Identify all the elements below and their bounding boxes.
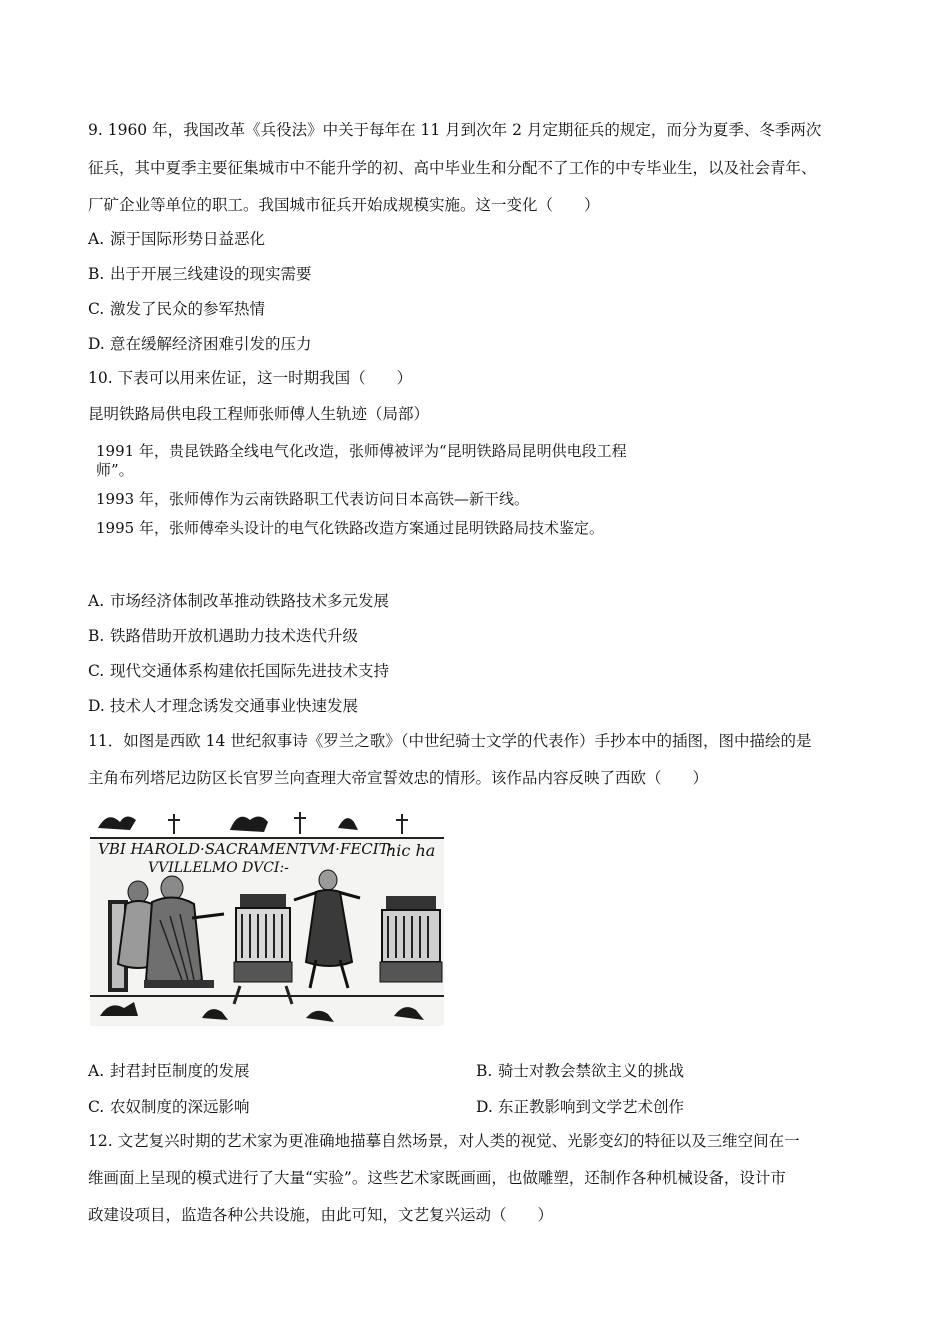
- option-key: A.: [88, 592, 105, 610]
- option-text: 技术人才理念诱发交通事业快速发展: [110, 697, 359, 715]
- option-text: 骑士对教会禁欲主义的挑战: [498, 1062, 685, 1080]
- option-text: 铁路借助开放机遇助力技术迭代升级: [110, 627, 359, 645]
- option-text: 出于开展三线建设的现实需要: [110, 265, 312, 283]
- option-key: A.: [88, 1062, 105, 1080]
- q10-row-1995: 1995 年，张师傅牵头设计的电气化铁路改造方案通过昆明铁路局技术鉴定。: [96, 519, 604, 537]
- q12-stem-line-3: 政建设项目，监造各种公共设施，由此可知，文艺复兴运动（ ）: [88, 1206, 554, 1224]
- inscription-line-1b: hic ha: [386, 841, 436, 860]
- tapestry-illustration: [90, 800, 444, 1026]
- option-key: A.: [88, 230, 105, 248]
- q10-option-a: [88, 591, 389, 611]
- inscription-line-2: VVILLELMO DVCI:-: [148, 860, 289, 876]
- option-key: D.: [88, 697, 105, 715]
- q11-stem-line-1: 11．如图是西欧 14 世纪叙事诗《罗兰之歌》（中世纪骑士文学的代表作）手抄本中的插图，图中描绘的是: [88, 732, 812, 750]
- q10-row-1991-cont: 师”。: [96, 461, 134, 479]
- option-text: 意在缓解经济困难引发的压力: [110, 335, 312, 353]
- q10-stem: 10. 下表可以用来佐证，这一时期我国（ ）: [88, 369, 413, 387]
- q9-stem-line-3: 厂矿企业等单位的职工。我国城市征兵开始成规模实施。这一变化（ ）: [88, 196, 600, 214]
- option-key: C.: [88, 1098, 105, 1116]
- inscription-line-1: VBI HAROLD·SACRAMENTVM·FECIT·: [98, 840, 394, 858]
- option-key: C.: [88, 300, 105, 318]
- q10-row-1993: 1993 年，张师傅作为云南铁路职工代表访问日本高铁—新干线。: [96, 490, 529, 508]
- q10-row-1991: 1991 年，贵昆铁路全线电气化改造，张师傅被评为“昆明铁路局昆明供电段工程: [96, 442, 627, 460]
- option-key: B.: [88, 627, 105, 645]
- q9-stem-line-2: 征兵，其中夏季主要征集城市中不能升学的初、高中毕业生和分配不了工作的中专毕业生，以及社会青年、: [88, 159, 817, 177]
- option-key: B.: [88, 265, 105, 283]
- q9-option-c: [88, 299, 265, 319]
- q9-stem-line-1: 9. 1960 年，我国改革《兵役法》中关于每年在 11 月到次年 2 月定期征兵的规定，而分为夏季、冬季两次: [88, 121, 822, 139]
- q11-stem-line-2: 主角布列塔尼边防区长官罗兰向查理大帝宣誓效忠的情形。该作品内容反映了西欧（ ）: [88, 769, 709, 787]
- q9-option-b: [88, 264, 312, 284]
- option-key: D.: [476, 1098, 493, 1116]
- q11-option-a: [88, 1061, 250, 1081]
- option-key: B.: [476, 1062, 493, 1080]
- option-text: 激发了民众的参军热情: [110, 300, 266, 318]
- q11-option-c: [88, 1097, 250, 1117]
- q10-option-c: [88, 661, 389, 681]
- option-text: 源于国际形势日益恶化: [110, 230, 266, 248]
- q10-table-title: 昆明铁路局供电段工程师张师傅人生轨迹（局部）: [88, 405, 430, 423]
- q11-option-b: [476, 1061, 684, 1081]
- option-text: 农奴制度的深远影响: [110, 1098, 250, 1116]
- q10-option-b: [88, 626, 358, 646]
- q11-option-d: [476, 1097, 684, 1117]
- q9-option-d: [88, 334, 312, 354]
- option-text: 封君封臣制度的发展: [110, 1062, 250, 1080]
- q9-option-a: [88, 229, 265, 249]
- q12-stem-line-1: 12. 文艺复兴时期的艺术家为更准确地描摹自然场景，对人类的视觉、光影变幻的特征以及三维空间在一: [88, 1132, 800, 1150]
- option-key: C.: [88, 662, 105, 680]
- option-text: 现代交通体系构建依托国际先进技术支持: [110, 662, 390, 680]
- option-text: 东正教影响到文学艺术创作: [498, 1098, 685, 1116]
- option-key: D.: [88, 335, 105, 353]
- option-text: 市场经济体制改革推动铁路技术多元发展: [110, 592, 390, 610]
- q10-option-d: [88, 696, 358, 716]
- q12-stem-line-2: 维画面上呈现的模式进行了大量“实验”。这些艺术家既画画，也做雕塑，还制作各种机械设备，设计市: [88, 1169, 786, 1187]
